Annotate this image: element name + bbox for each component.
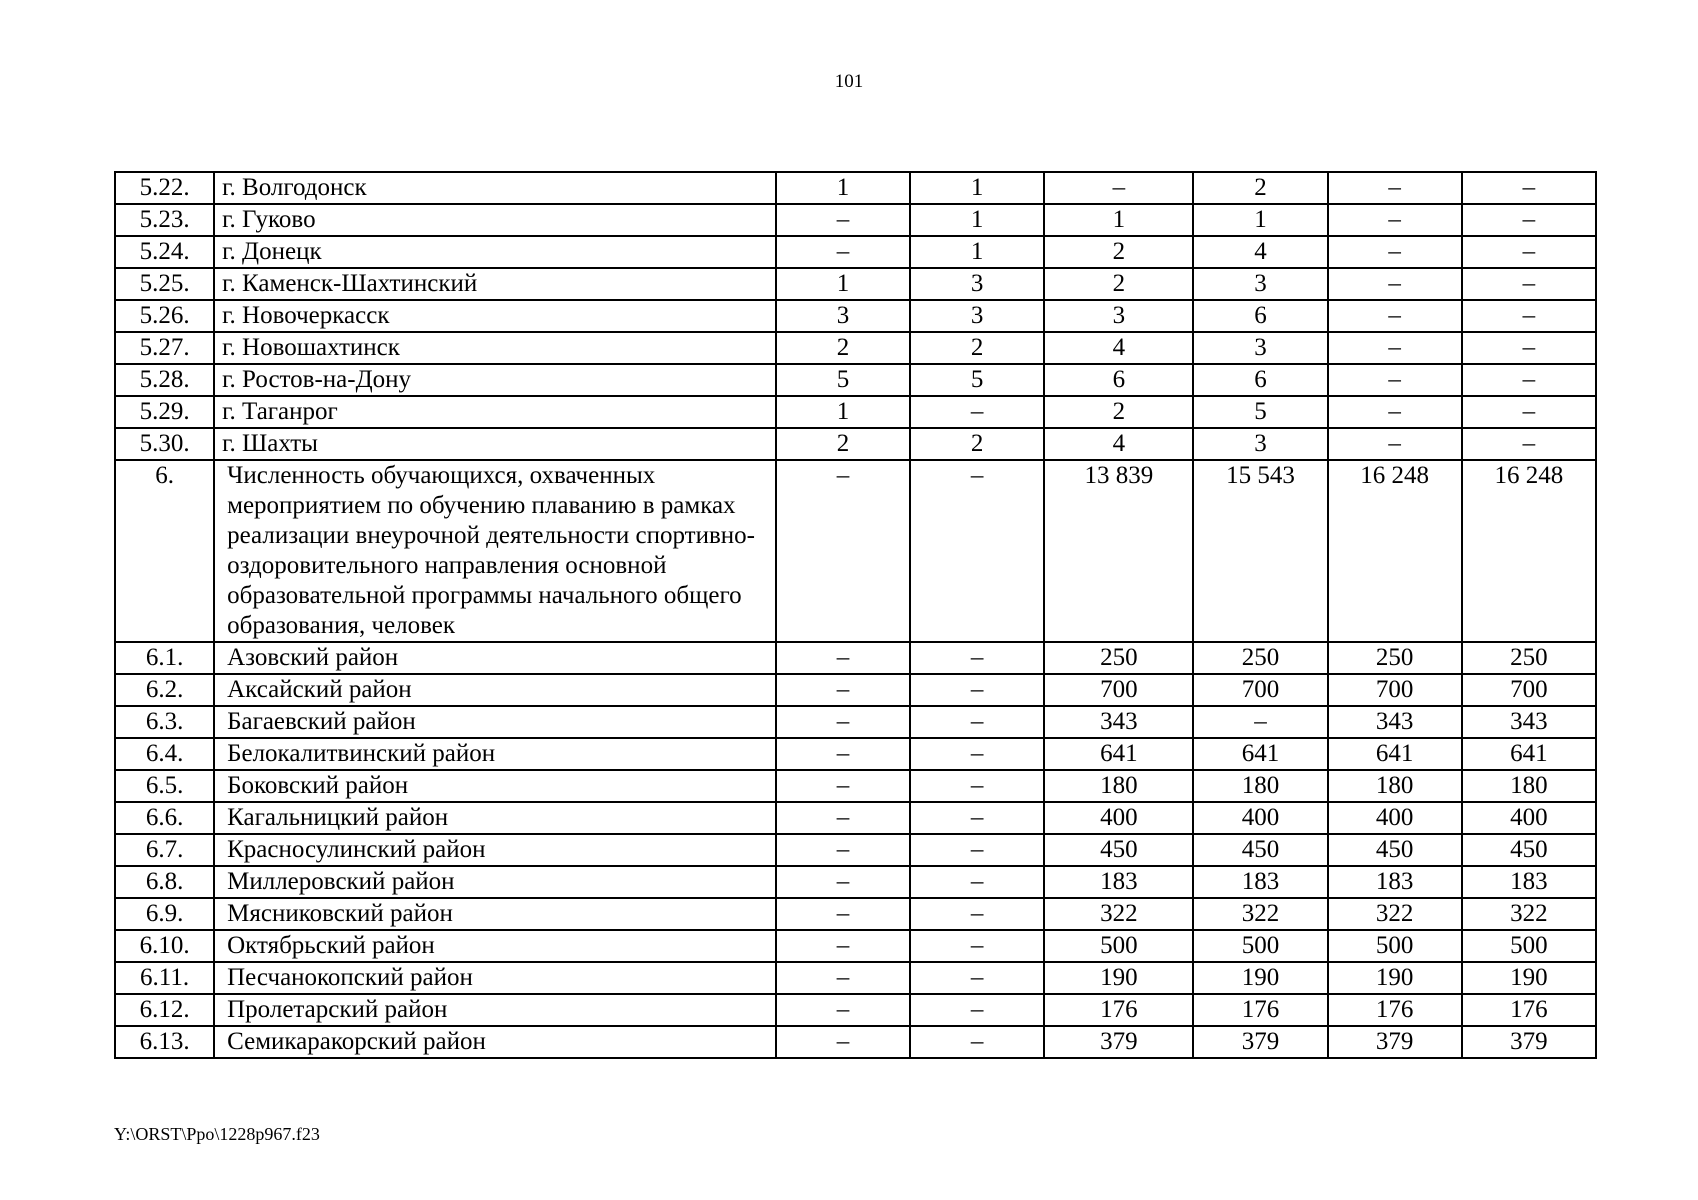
value-cell: 1 xyxy=(776,172,910,204)
value-cell: – xyxy=(1328,364,1462,396)
value-cell: 700 xyxy=(1328,674,1462,706)
value-cell: – xyxy=(1462,364,1596,396)
value-cell: – xyxy=(910,866,1044,898)
table-row xyxy=(115,674,1596,706)
table-row xyxy=(115,172,1596,204)
value-cell: – xyxy=(910,460,1044,642)
value-cell: 180 xyxy=(1193,770,1327,802)
value-cell: – xyxy=(1462,428,1596,460)
value-cell: 379 xyxy=(1044,1026,1193,1058)
table-row xyxy=(115,332,1596,364)
row-name: Октябрьский район xyxy=(214,930,776,962)
value-cell: 250 xyxy=(1462,642,1596,674)
value-cell: – xyxy=(910,994,1044,1026)
row-name: Мясниковский район xyxy=(214,898,776,930)
row-name: Численность обучающихся, охваченных мероприятием по обучению плаванию в рамках реализации внеурочной деятельности спортивно-оздоровительного направления основной образовательной программы начального общего образования, человек xyxy=(214,460,776,642)
row-name: г. Гуково xyxy=(214,204,776,236)
value-cell: – xyxy=(776,962,910,994)
table-row xyxy=(115,300,1596,332)
value-cell: – xyxy=(776,834,910,866)
value-cell: 180 xyxy=(1044,770,1193,802)
footer-file-path: Y:\ORST\Ppo\1228p967.f23 xyxy=(114,1124,320,1144)
table-row xyxy=(115,866,1596,898)
row-number: 6.10. xyxy=(115,930,214,962)
value-cell: 2 xyxy=(1044,396,1193,428)
value-cell: 2 xyxy=(1193,172,1327,204)
value-cell: 176 xyxy=(1328,994,1462,1026)
value-cell: 176 xyxy=(1044,994,1193,1026)
value-cell: – xyxy=(1328,332,1462,364)
value-cell: 4 xyxy=(1044,428,1193,460)
row-number: 5.29. xyxy=(115,396,214,428)
row-number: 6.3. xyxy=(115,706,214,738)
value-cell: 250 xyxy=(1044,642,1193,674)
value-cell: – xyxy=(1328,204,1462,236)
row-number: 5.27. xyxy=(115,332,214,364)
value-cell: – xyxy=(910,674,1044,706)
value-cell: 322 xyxy=(1328,898,1462,930)
value-cell: – xyxy=(910,642,1044,674)
value-cell: 2 xyxy=(910,428,1044,460)
value-cell: 180 xyxy=(1328,770,1462,802)
value-cell: 450 xyxy=(1462,834,1596,866)
value-cell: 1 xyxy=(910,172,1044,204)
value-cell: – xyxy=(910,770,1044,802)
row-number: 6.4. xyxy=(115,738,214,770)
row-number: 6.11. xyxy=(115,962,214,994)
row-name: Багаевский район xyxy=(214,706,776,738)
value-cell: – xyxy=(1328,396,1462,428)
value-cell: 450 xyxy=(1044,834,1193,866)
value-cell: 6 xyxy=(1044,364,1193,396)
row-number: 6.5. xyxy=(115,770,214,802)
row-number: 6.9. xyxy=(115,898,214,930)
value-cell: – xyxy=(910,898,1044,930)
value-cell: 250 xyxy=(1328,642,1462,674)
value-cell: 250 xyxy=(1193,642,1327,674)
value-cell: 15 543 xyxy=(1193,460,1327,642)
value-cell: – xyxy=(776,642,910,674)
value-cell: – xyxy=(910,396,1044,428)
value-cell: – xyxy=(1328,300,1462,332)
value-cell: – xyxy=(1462,300,1596,332)
value-cell: – xyxy=(776,1026,910,1058)
table-row xyxy=(115,898,1596,930)
value-cell: 2 xyxy=(1044,268,1193,300)
row-number: 6.6. xyxy=(115,802,214,834)
row-number: 6.13. xyxy=(115,1026,214,1058)
value-cell: 343 xyxy=(1328,706,1462,738)
table-row xyxy=(115,834,1596,866)
row-number: 6.7. xyxy=(115,834,214,866)
value-cell: 2 xyxy=(776,428,910,460)
value-cell: – xyxy=(776,930,910,962)
row-name: г. Волгодонск xyxy=(214,172,776,204)
value-cell: 1 xyxy=(910,204,1044,236)
table-row xyxy=(115,962,1596,994)
row-name: Азовский район xyxy=(214,642,776,674)
row-number: 5.28. xyxy=(115,364,214,396)
row-name: Белокалитвинский район xyxy=(214,738,776,770)
row-number: 5.30. xyxy=(115,428,214,460)
value-cell: – xyxy=(776,706,910,738)
value-cell: 2 xyxy=(776,332,910,364)
value-cell: 641 xyxy=(1462,738,1596,770)
value-cell: – xyxy=(910,802,1044,834)
value-cell: 190 xyxy=(1193,962,1327,994)
table-row xyxy=(115,460,1596,642)
value-cell: – xyxy=(1328,428,1462,460)
value-cell: – xyxy=(1044,172,1193,204)
value-cell: – xyxy=(910,834,1044,866)
value-cell: – xyxy=(910,706,1044,738)
value-cell: 400 xyxy=(1462,802,1596,834)
data-table xyxy=(114,171,1597,1059)
value-cell: 400 xyxy=(1044,802,1193,834)
row-number: 6.12. xyxy=(115,994,214,1026)
value-cell: 190 xyxy=(1044,962,1193,994)
row-name: Боковский район xyxy=(214,770,776,802)
value-cell: 6 xyxy=(1193,364,1327,396)
row-name: г. Новошахтинск xyxy=(214,332,776,364)
row-number: 5.26. xyxy=(115,300,214,332)
value-cell: – xyxy=(776,898,910,930)
value-cell: 2 xyxy=(910,332,1044,364)
table-row xyxy=(115,268,1596,300)
value-cell: 5 xyxy=(776,364,910,396)
value-cell: 176 xyxy=(1462,994,1596,1026)
row-name: г. Новочеркасск xyxy=(214,300,776,332)
value-cell: – xyxy=(1328,268,1462,300)
value-cell: 343 xyxy=(1462,706,1596,738)
table-row xyxy=(115,1026,1596,1058)
value-cell: 322 xyxy=(1193,898,1327,930)
value-cell: – xyxy=(1462,268,1596,300)
value-cell: 641 xyxy=(1193,738,1327,770)
value-cell: 176 xyxy=(1193,994,1327,1026)
value-cell: – xyxy=(1328,172,1462,204)
table-body xyxy=(115,172,1596,1058)
row-name: Кагальницкий район xyxy=(214,802,776,834)
value-cell: 1 xyxy=(776,268,910,300)
table-row xyxy=(115,770,1596,802)
value-cell: – xyxy=(1462,236,1596,268)
row-number: 5.23. xyxy=(115,204,214,236)
value-cell: 3 xyxy=(910,300,1044,332)
value-cell: 13 839 xyxy=(1044,460,1193,642)
row-number: 5.22. xyxy=(115,172,214,204)
table-row xyxy=(115,642,1596,674)
value-cell: 6 xyxy=(1193,300,1327,332)
value-cell: 190 xyxy=(1328,962,1462,994)
row-name: г. Донецк xyxy=(214,236,776,268)
value-cell: 3 xyxy=(1193,428,1327,460)
value-cell: 1 xyxy=(910,236,1044,268)
value-cell: 450 xyxy=(1193,834,1327,866)
row-name: Красносулинский район xyxy=(214,834,776,866)
value-cell: 322 xyxy=(1044,898,1193,930)
value-cell: 700 xyxy=(1193,674,1327,706)
table-row xyxy=(115,428,1596,460)
value-cell: – xyxy=(1328,236,1462,268)
row-name: Песчанокопский район xyxy=(214,962,776,994)
value-cell: 379 xyxy=(1193,1026,1327,1058)
value-cell: 641 xyxy=(1044,738,1193,770)
value-cell: – xyxy=(776,866,910,898)
value-cell: – xyxy=(776,802,910,834)
value-cell: 400 xyxy=(1193,802,1327,834)
row-number: 6.1. xyxy=(115,642,214,674)
value-cell: 641 xyxy=(1328,738,1462,770)
value-cell: – xyxy=(776,204,910,236)
value-cell: – xyxy=(776,770,910,802)
row-name: г. Ростов-на-Дону xyxy=(214,364,776,396)
row-name: Семикаракорский район xyxy=(214,1026,776,1058)
value-cell: 3 xyxy=(1044,300,1193,332)
table-row xyxy=(115,204,1596,236)
value-cell: 3 xyxy=(1193,268,1327,300)
value-cell: – xyxy=(1462,332,1596,364)
value-cell: – xyxy=(1462,396,1596,428)
value-cell: 183 xyxy=(1328,866,1462,898)
value-cell: 343 xyxy=(1044,706,1193,738)
value-cell: – xyxy=(776,738,910,770)
value-cell: – xyxy=(910,738,1044,770)
value-cell: 16 248 xyxy=(1328,460,1462,642)
value-cell: – xyxy=(910,1026,1044,1058)
row-name: Аксайский район xyxy=(214,674,776,706)
table-row xyxy=(115,364,1596,396)
table-row xyxy=(115,236,1596,268)
table-row xyxy=(115,930,1596,962)
value-cell: 450 xyxy=(1328,834,1462,866)
value-cell: 4 xyxy=(1044,332,1193,364)
row-name: Пролетарский район xyxy=(214,994,776,1026)
value-cell: 180 xyxy=(1462,770,1596,802)
value-cell: – xyxy=(910,962,1044,994)
row-name: Миллеровский район xyxy=(214,866,776,898)
value-cell: 16 248 xyxy=(1462,460,1596,642)
row-name: г. Каменск-Шахтинский xyxy=(214,268,776,300)
row-number: 6.8. xyxy=(115,866,214,898)
value-cell: 183 xyxy=(1193,866,1327,898)
value-cell: 5 xyxy=(1193,396,1327,428)
row-number: 5.25. xyxy=(115,268,214,300)
value-cell: 379 xyxy=(1462,1026,1596,1058)
value-cell: 500 xyxy=(1462,930,1596,962)
value-cell: 500 xyxy=(1193,930,1327,962)
page-number: 101 xyxy=(834,71,864,92)
value-cell: 3 xyxy=(776,300,910,332)
value-cell: – xyxy=(910,930,1044,962)
value-cell: – xyxy=(1462,172,1596,204)
value-cell: 1 xyxy=(1044,204,1193,236)
value-cell: 700 xyxy=(1044,674,1193,706)
value-cell: 5 xyxy=(910,364,1044,396)
table-row xyxy=(115,706,1596,738)
table-row xyxy=(115,738,1596,770)
table-row xyxy=(115,802,1596,834)
value-cell: – xyxy=(1462,204,1596,236)
value-cell: 190 xyxy=(1462,962,1596,994)
value-cell: – xyxy=(776,994,910,1026)
value-cell: 4 xyxy=(1193,236,1327,268)
value-cell: 700 xyxy=(1462,674,1596,706)
value-cell: 183 xyxy=(1462,866,1596,898)
value-cell: 379 xyxy=(1328,1026,1462,1058)
row-name: г. Таганрог xyxy=(214,396,776,428)
value-cell: 400 xyxy=(1328,802,1462,834)
value-cell: 3 xyxy=(910,268,1044,300)
table-row xyxy=(115,396,1596,428)
value-cell: 183 xyxy=(1044,866,1193,898)
value-cell: 500 xyxy=(1044,930,1193,962)
value-cell: 2 xyxy=(1044,236,1193,268)
row-number: 6. xyxy=(115,460,214,642)
table-row xyxy=(115,994,1596,1026)
value-cell: – xyxy=(776,674,910,706)
row-number: 5.24. xyxy=(115,236,214,268)
value-cell: 500 xyxy=(1328,930,1462,962)
row-number: 6.2. xyxy=(115,674,214,706)
value-cell: 3 xyxy=(1193,332,1327,364)
value-cell: 322 xyxy=(1462,898,1596,930)
value-cell: 1 xyxy=(776,396,910,428)
row-name: г. Шахты xyxy=(214,428,776,460)
value-cell: 1 xyxy=(1193,204,1327,236)
value-cell: – xyxy=(776,460,910,642)
value-cell: – xyxy=(1193,706,1327,738)
value-cell: – xyxy=(776,236,910,268)
